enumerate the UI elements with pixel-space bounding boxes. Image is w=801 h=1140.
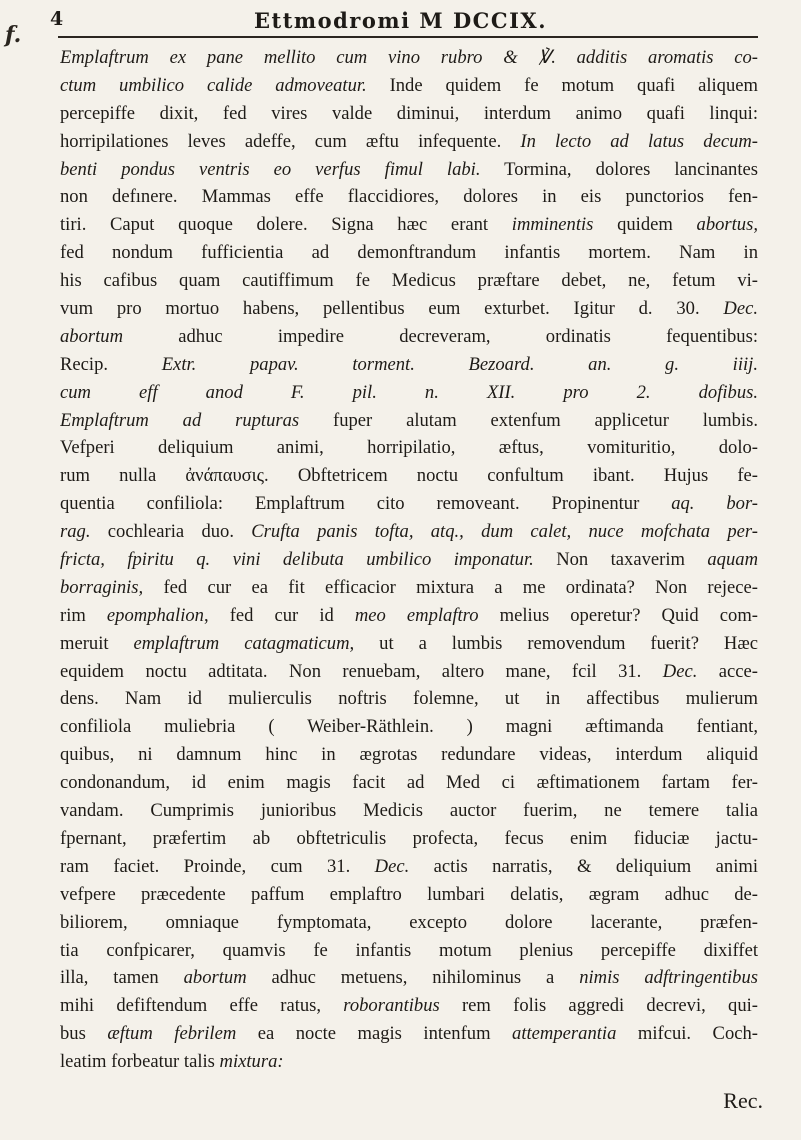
text-line	[60, 462, 758, 490]
italic-text: Dec.	[374, 855, 410, 877]
italic-text: fricta, fpiritu q. vini delibuta umbilico imponatur.	[60, 549, 534, 571]
roman-text: non defınere. Mammas effe flaccidiores, dolores in eis punctorios fen-	[60, 186, 758, 208]
roman-text: cochlearia duo.	[90, 521, 252, 543]
italic-text: imminentis	[511, 214, 594, 236]
header-rule	[58, 36, 758, 38]
text-line	[60, 1020, 758, 1048]
italic-text: mixtura:	[219, 1051, 284, 1073]
italic-text: rag.	[60, 521, 91, 543]
catchword: Rec.	[723, 1088, 763, 1113]
text-line	[60, 239, 758, 267]
roman-text: vum pro mortuo habens, pellentibus eum exturbet. Igitur d. 30.	[60, 298, 724, 320]
text-line	[60, 769, 758, 797]
italic-text: cum eff anod F. pil. n. XII. pro 2. dofibus.	[60, 381, 758, 403]
text-line	[60, 267, 758, 295]
italic-text: Crufta panis tofta, atq., dum calet, nuce mofchata per-	[251, 521, 758, 543]
roman-text: rem folis aggredi decrevi, qui-	[439, 995, 758, 1017]
page-number: 4	[50, 8, 64, 30]
roman-text: biliorem, omniaque fymptomata, excepto dolore lacerante, præfen-	[60, 911, 758, 933]
italic-text: æftum febrilem	[107, 1023, 237, 1045]
text-line	[60, 992, 758, 1020]
italic-text: aq. bor-	[671, 493, 758, 515]
text-line	[60, 825, 758, 853]
roman-text: mifcui. Coch-	[616, 1023, 758, 1045]
roman-text: vefpere præcedente paffum emplaftro lumbari delatis, ægram adhuc de-	[60, 883, 758, 905]
italic-text: emplaftrum catagmaticum,	[133, 632, 355, 654]
italic-text: meo emplaftro	[354, 604, 479, 626]
text-line	[60, 574, 758, 602]
text-line	[60, 434, 758, 462]
roman-text: confiliola muliebria ( Weiber-Räthlein. ) magni æftimanda fentiant,	[60, 716, 758, 738]
italic-text: roborantibus	[343, 995, 440, 1017]
roman-text: fed cur ea fit efficacior mixtura a me ordinata? Non rejece-	[143, 576, 758, 598]
italic-text: abortus,	[696, 214, 758, 236]
roman-text: quentia confiliola: Emplaftrum cito removeant. Propinentur	[60, 493, 672, 515]
roman-text: horripilationes leves adeffe, cum æftu infequente.	[60, 130, 521, 152]
text-line	[60, 211, 758, 239]
text-line	[60, 685, 758, 713]
roman-text: tiri. Caput quoque dolere. Signa hæc erant	[60, 214, 512, 236]
roman-text: quibus, ni damnum hinc in ægrotas redundare videas, interdum aliquid	[60, 744, 758, 766]
roman-text: dens. Nam id mulierculis noftris folemne, ut in affectibus mulierum	[60, 688, 758, 710]
text-line	[60, 602, 758, 630]
text-line	[60, 183, 758, 211]
roman-text: leatim forbeatur talis	[60, 1051, 220, 1073]
roman-text: fuper alutam extenfum applicetur lumbis.	[299, 409, 758, 431]
margin-mark: f.	[5, 22, 22, 48]
text-line	[60, 797, 758, 825]
text-line	[60, 937, 758, 965]
italic-text: Dec.	[662, 660, 698, 682]
roman-text: , fed cur id	[203, 604, 355, 626]
text-line	[60, 881, 758, 909]
italic-text: borraginis,	[60, 576, 144, 598]
roman-text: actis narratis, & deliquium animi	[409, 855, 758, 877]
text-line	[60, 156, 758, 184]
text-line	[60, 44, 758, 72]
italic-text: epomphalion	[106, 604, 204, 626]
body-text	[60, 44, 758, 1076]
text-line	[60, 630, 758, 658]
roman-text: quidem	[593, 214, 697, 236]
roman-text: Non taxaverim	[533, 549, 708, 571]
roman-text: rum nulla ἀνάπαυσις. Obftetricem noctu confultum ibant. Hujus fe-	[60, 465, 758, 487]
roman-text: condonandum, id enim magis facit ad Med ci æftimationem fartam fer-	[60, 772, 758, 794]
roman-text: Vefperi deliquium animi, horripilatio, æftus, vomituritio, dolo-	[60, 437, 758, 459]
text-line	[60, 490, 758, 518]
text-line	[60, 853, 758, 881]
roman-text: equidem noctu adtitata. Non renuebam, altero mane, fcil 31.	[60, 660, 663, 682]
text-line	[60, 128, 758, 156]
roman-text: acce-	[697, 660, 758, 682]
text-line	[60, 713, 758, 741]
roman-text: ea nocte magis intenfum	[236, 1023, 513, 1045]
text-line	[60, 351, 758, 379]
roman-text: Recip.	[60, 353, 162, 375]
italic-text: Emplaftrum ad rupturas	[60, 409, 300, 431]
text-line	[60, 72, 758, 100]
roman-text: his cafibus quam cautiffimum fe Medicus præftare debet, ne, fetum vi-	[60, 270, 758, 292]
roman-text: percepiffe dixit, fed vires valde diminui, interdum animo quafi linqui:	[60, 102, 758, 124]
roman-text: bus	[60, 1023, 108, 1045]
roman-text: rim	[60, 604, 107, 626]
italic-text: benti pondus ventris eo verfus fimul labi.	[60, 158, 481, 180]
roman-text: ram faciet. Proinde, cum 31.	[60, 855, 375, 877]
text-line	[60, 379, 758, 407]
text-line	[60, 518, 758, 546]
roman-text: adhuc metuens, nihilominus a	[246, 967, 580, 989]
text-line	[60, 741, 758, 769]
roman-text: melius operetur? Quid com-	[478, 604, 758, 626]
text-line	[60, 323, 758, 351]
roman-text: fpernant, præfertim ab obftetriculis profecta, fecus enim fiduciæ jactu-	[60, 827, 758, 849]
roman-text: Inde quidem fe motum quafi aliquem	[366, 74, 758, 96]
italic-text: Emplaftrum ex pane mellito cum vino rubro & ℣. additis aromatis co-	[60, 47, 758, 68]
roman-text: vandam. Cumprimis junioribus Medicis auctor fuerim, ne temere talia	[60, 800, 758, 822]
text-line	[60, 1048, 758, 1076]
roman-text: mihi defiftendum effe ratus,	[60, 995, 344, 1017]
roman-text: ut a lumbis removendum fuerit? Hæc	[354, 632, 758, 654]
italic-text: ctum umbilico calide admoveatur.	[60, 74, 367, 96]
roman-text: Tormina, dolores lancinantes	[480, 158, 758, 180]
text-line	[60, 909, 758, 937]
italic-text: Extr. papav. torment. Bezoard. an. g. iiij.	[161, 353, 758, 375]
italic-text: abortum	[183, 967, 247, 989]
roman-text: fed nondum fufficientia ad demonftrandum infantis mortem. Nam in	[60, 242, 758, 264]
roman-text: tia confpicarer, quamvis fe infantis motum plenius percepiffe dixiffet	[60, 939, 758, 961]
italic-text: Dec.	[723, 298, 758, 320]
text-line	[60, 658, 758, 686]
italic-text: nimis adftringentibus	[579, 967, 758, 989]
text-line	[60, 100, 758, 128]
italic-text: In lecto ad latus decum-	[520, 130, 758, 152]
roman-text: adhuc impedire decreveram, ordinatis fequentibus:	[123, 325, 758, 347]
text-line	[60, 407, 758, 435]
italic-text: abortum	[60, 325, 124, 347]
roman-text: illa, tamen	[60, 967, 184, 989]
text-line	[60, 295, 758, 323]
text-line	[60, 546, 758, 574]
italic-text: aquam	[707, 549, 758, 571]
roman-text: meruit	[60, 632, 134, 654]
text-line	[60, 964, 758, 992]
running-head: Ettmodromi M DCCIX.	[253, 8, 548, 33]
italic-text: attemperantia	[512, 1023, 617, 1045]
